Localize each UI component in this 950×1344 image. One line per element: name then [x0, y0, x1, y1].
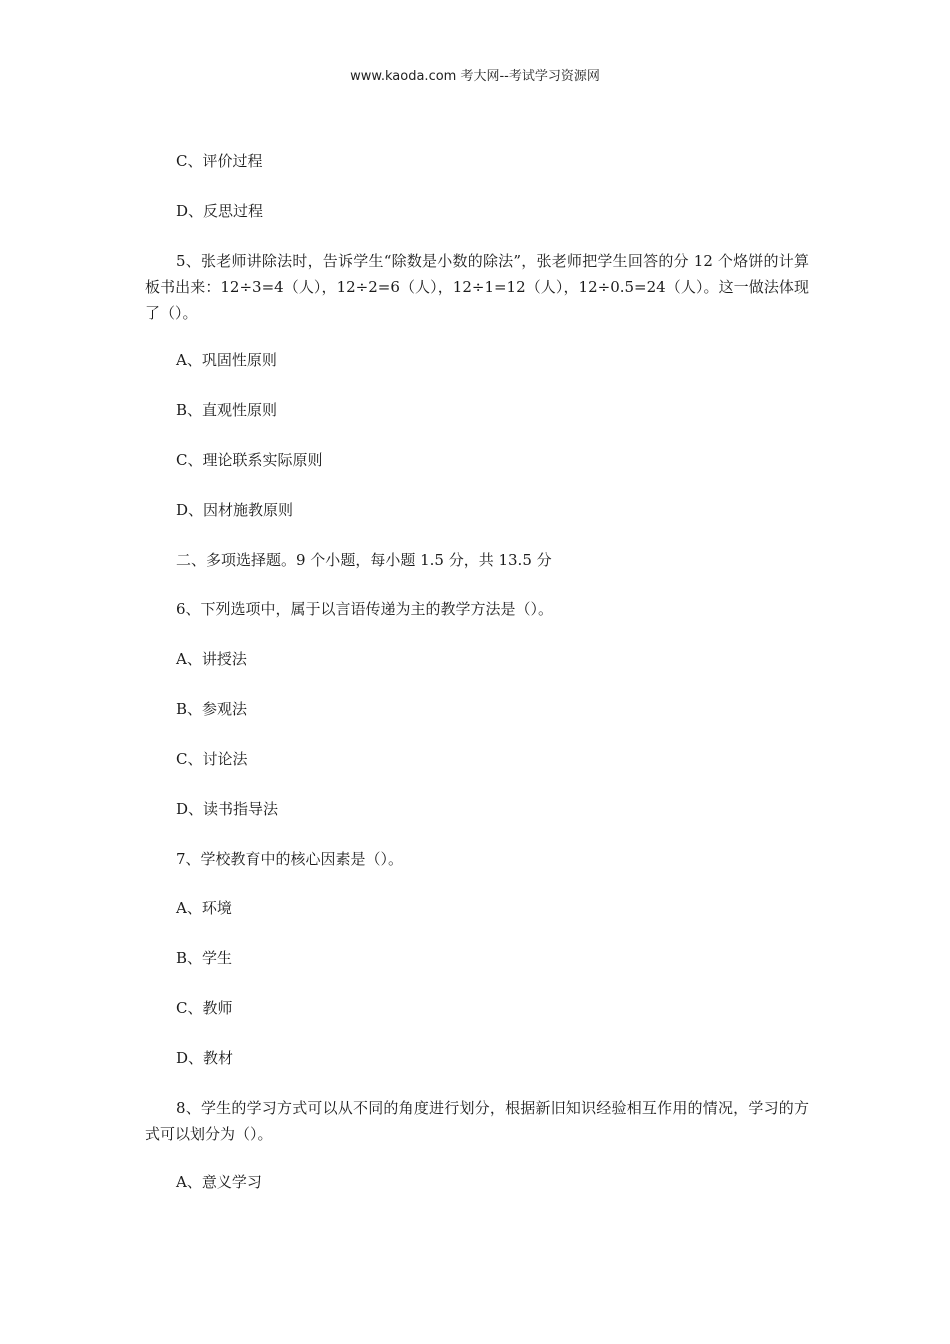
q5-option-c: C、理论联系实际原则 [176, 451, 323, 469]
q5-option-a: A、巩固性原则 [176, 351, 277, 369]
q7-option-b: B、学生 [176, 949, 233, 967]
question-5: 5、张老师讲除法时，告诉学生“除数是小数的除法”，张老师把学生回答的分 12 个烙饼的计算板书出来：12÷3=4（人），12÷2=6（人），12÷1=12（人），12÷0.5=24（人）。这一做法体现了（）。 [145, 252, 809, 322]
question-8: 8、学生的学习方式可以从不同的角度进行划分，根据新旧知识经验相互作用的情况，学习的方式可以划分为（）。 [145, 1099, 809, 1143]
q6-option-d: D、读书指导法 [176, 800, 279, 818]
q6-option-a: A、讲授法 [176, 650, 247, 668]
q8-option-a: A、意义学习 [176, 1173, 262, 1191]
q6-option-b: B、参观法 [176, 700, 248, 718]
question-7: 7、学校教育中的核心因素是（）。 [176, 850, 404, 868]
page-header: www.kaoda.com 考大网--考试学习资源网 [350, 69, 600, 84]
option-d-prev: D、反思过程 [176, 202, 264, 220]
q7-option-c: C、教师 [176, 999, 233, 1017]
q7-option-a: A、环境 [176, 899, 232, 917]
section-2-heading: 二、多项选择题。9 个小题，每小题 1.5 分，共 13.5 分 [176, 551, 552, 569]
q7-option-d: D、教材 [176, 1049, 234, 1067]
q6-option-c: C、讨论法 [176, 750, 248, 768]
question-6: 6、下列选项中，属于以言语传递为主的教学方法是（）。 [176, 600, 554, 618]
q5-option-b: B、直观性原则 [176, 401, 278, 419]
q5-option-d: D、因材施教原则 [176, 501, 294, 519]
option-c-prev: C、评价过程 [176, 152, 263, 170]
